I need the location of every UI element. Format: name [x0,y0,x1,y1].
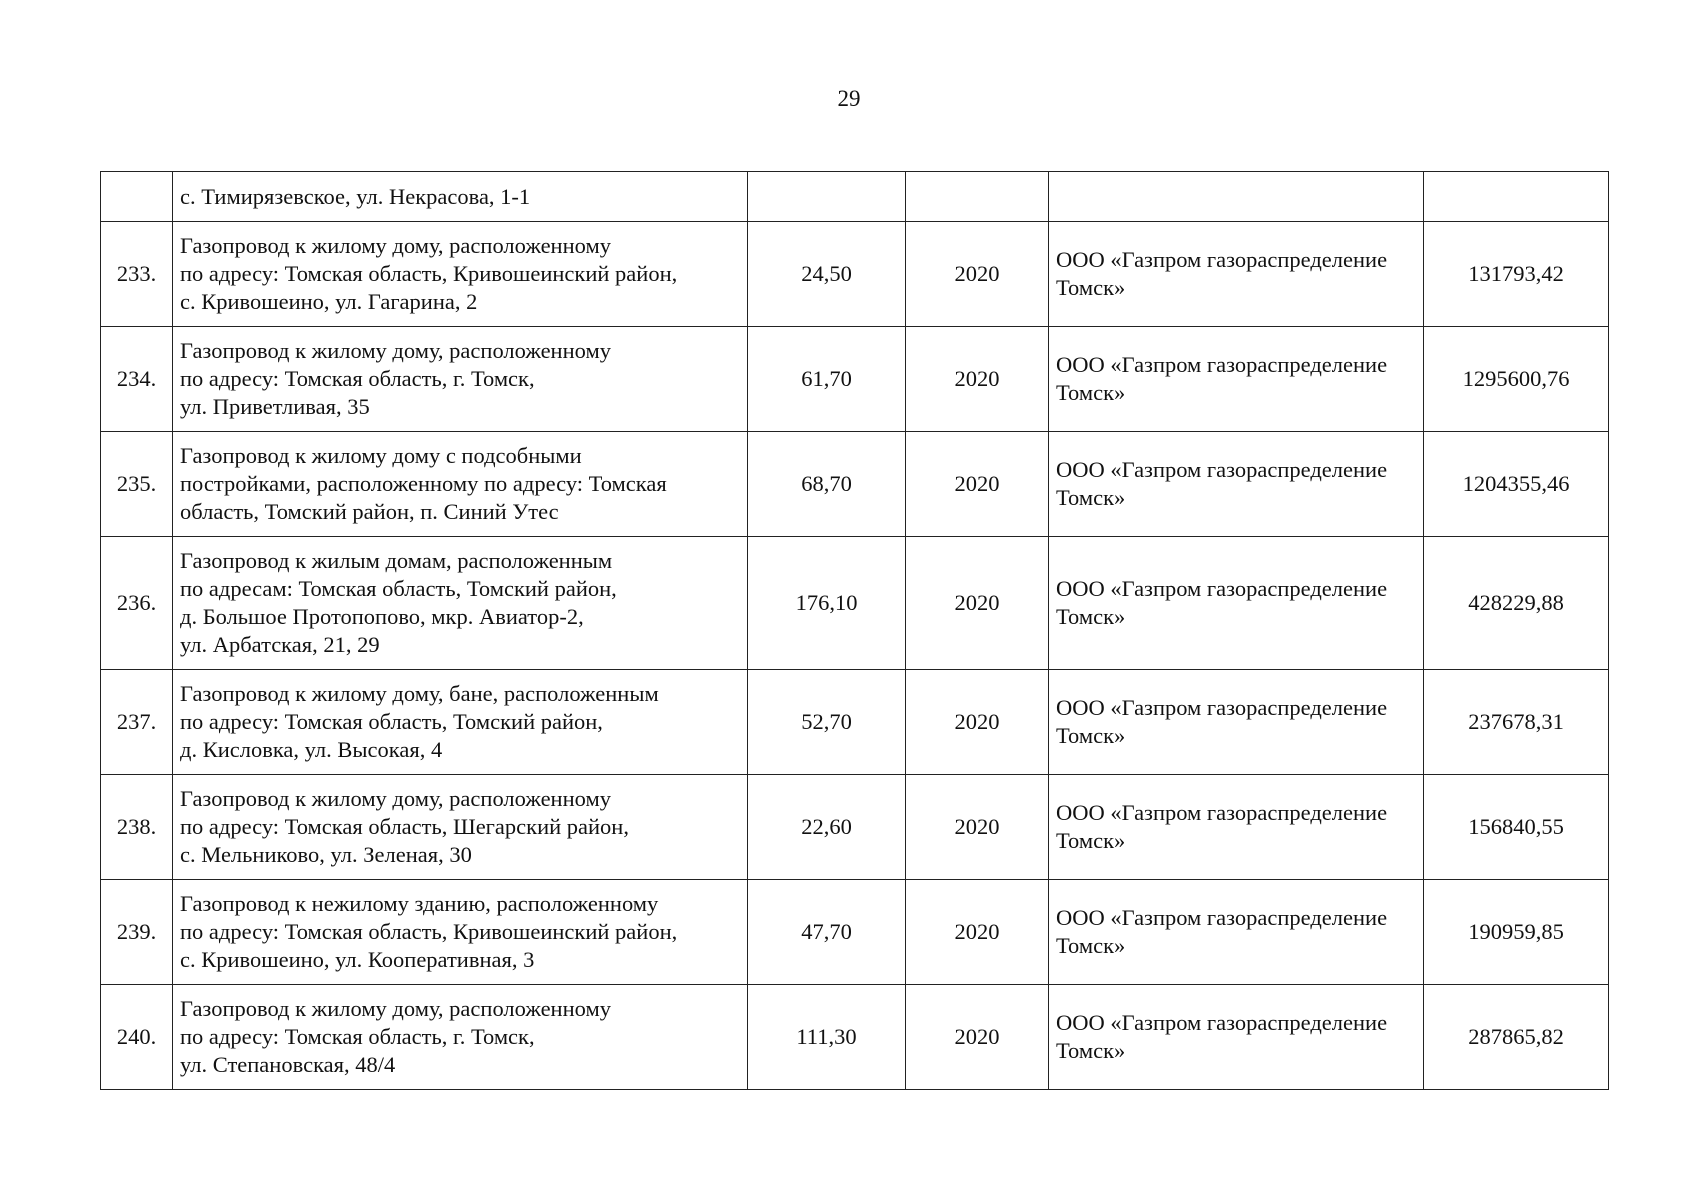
object-name-line: ул. Приветливая, 35 [180,394,370,419]
owner-cell [1049,222,1424,327]
year-cell: 2020 [906,880,1049,985]
object-name-cell [173,985,748,1090]
owner-cell [1049,880,1424,985]
object-name-line: по адресу: Томская область, Шегарский район, [180,814,629,839]
owner-cell [1049,327,1424,432]
object-name-line: по адресу: Томская область, Томский район, [180,709,603,734]
owner-line: ООО «Газпром газораспределение [1056,1010,1388,1035]
owner-line: Томск» [1056,828,1126,853]
cost-cell: 1295600,76 [1424,327,1609,432]
length-cell: 22,60 [748,775,906,880]
owner-line: Томск» [1056,485,1126,510]
row-number-cell: 234. [101,327,173,432]
owner-line: ООО «Газпром газораспределение [1056,576,1388,601]
length-cell: 24,50 [748,222,906,327]
object-name-line: Газопровод к нежилому зданию, расположенному [180,891,659,916]
table-row [101,432,1609,537]
row-number-cell: 239. [101,880,173,985]
year-cell [906,172,1049,222]
year-cell: 2020 [906,432,1049,537]
owner-cell [1049,172,1424,222]
owner-cell [1049,775,1424,880]
length-cell: 176,10 [748,537,906,670]
object-name-line: по адресу: Томская область, Кривошеинский район, [180,261,678,286]
owner-line: ООО «Газпром газораспределение [1056,352,1388,377]
length-cell [748,172,906,222]
year-cell: 2020 [906,537,1049,670]
table-row [101,327,1609,432]
owner-cell [1049,432,1424,537]
object-name-line: ул. Степановская, 48/4 [180,1052,396,1077]
table-row [101,670,1609,775]
row-number-cell: 233. [101,222,173,327]
year-cell: 2020 [906,775,1049,880]
owner-cell [1049,985,1424,1090]
cost-cell: 237678,31 [1424,670,1609,775]
owner-cell [1049,537,1424,670]
object-name-line: Газопровод к жилому дому, расположенному [180,786,611,811]
table-row [101,985,1609,1090]
owner-line: Томск» [1056,604,1126,629]
owner-cell [1049,670,1424,775]
object-name-line: постройками, расположенному по адресу: Томская [180,471,667,496]
row-number-cell: 236. [101,537,173,670]
object-name-line: Газопровод к жилому дому, расположенному [180,996,611,1021]
row-number-cell [101,172,173,222]
object-name-line: Газопровод к жилому дому, расположенному [180,233,611,258]
object-name-line: д. Кисловка, ул. Высокая, 4 [180,737,443,762]
object-name-cell [173,537,748,670]
length-cell: 61,70 [748,327,906,432]
owner-line: ООО «Газпром газораспределение [1056,247,1388,272]
cost-cell: 131793,42 [1424,222,1609,327]
object-name-cell [173,775,748,880]
owner-line: Томск» [1056,380,1126,405]
table-row [101,222,1609,327]
cost-cell: 428229,88 [1424,537,1609,670]
object-name-line: Газопровод к жилому дому, расположенному [180,338,611,363]
object-name-cell [173,222,748,327]
owner-line: Томск» [1056,275,1126,300]
object-name-line: с. Кривошеино, ул. Кооперативная, 3 [180,947,535,972]
object-name-line: Газопровод к жилым домам, расположенным [180,548,613,573]
owner-line: Томск» [1056,1038,1126,1063]
table-row [101,537,1609,670]
object-name-cell [173,880,748,985]
cost-cell [1424,172,1609,222]
row-number-cell: 238. [101,775,173,880]
object-name-line: с. Мельниково, ул. Зеленая, 30 [180,842,472,867]
cost-cell: 190959,85 [1424,880,1609,985]
object-name-cell [173,172,748,222]
object-name-line: Газопровод к жилому дому с подсобными [180,443,582,468]
object-name-line: область, Томский район, п. Синий Утес [180,499,559,524]
year-cell: 2020 [906,985,1049,1090]
page-number: 29 [837,86,861,111]
object-name-line: с. Тимирязевское, ул. Некрасова, 1-1 [180,183,531,209]
row-number-cell: 235. [101,432,173,537]
owner-line: ООО «Газпром газораспределение [1056,800,1388,825]
registry-table-body [101,172,1609,1090]
row-number-cell: 240. [101,985,173,1090]
object-name-cell [173,327,748,432]
table-row-continuation [101,172,1609,222]
owner-line: Томск» [1056,723,1126,748]
table-row [101,880,1609,985]
owner-line: ООО «Газпром газораспределение [1056,457,1388,482]
object-name-line: по адресу: Томская область, Кривошеинский район, [180,919,678,944]
cost-cell: 287865,82 [1424,985,1609,1090]
year-cell: 2020 [906,327,1049,432]
year-cell: 2020 [906,670,1049,775]
length-cell: 47,70 [748,880,906,985]
owner-line: ООО «Газпром газораспределение [1056,905,1388,930]
row-number-cell: 237. [101,670,173,775]
length-cell: 52,70 [748,670,906,775]
table-row [101,775,1609,880]
object-name-cell [173,670,748,775]
object-name-line: Газопровод к жилому дому, бане, расположенным [180,681,659,706]
object-name-line: по адресам: Томская область, Томский район, [180,576,617,601]
registry-table [100,171,1609,1090]
year-cell: 2020 [906,222,1049,327]
owner-line: Томск» [1056,933,1126,958]
object-name-line: ул. Арбатская, 21, 29 [180,632,380,657]
object-name-line: по адресу: Томская область, г. Томск, [180,1024,535,1049]
cost-cell: 1204355,46 [1424,432,1609,537]
object-name-cell [173,432,748,537]
object-name-line: д. Большое Протопопово, мкр. Авиатор-2, [180,604,584,629]
object-name-line: с. Кривошеино, ул. Гагарина, 2 [180,289,478,314]
cost-cell: 156840,55 [1424,775,1609,880]
length-cell: 68,70 [748,432,906,537]
object-name-line: по адресу: Томская область, г. Томск, [180,366,535,391]
length-cell: 111,30 [748,985,906,1090]
owner-line: ООО «Газпром газораспределение [1056,695,1388,720]
